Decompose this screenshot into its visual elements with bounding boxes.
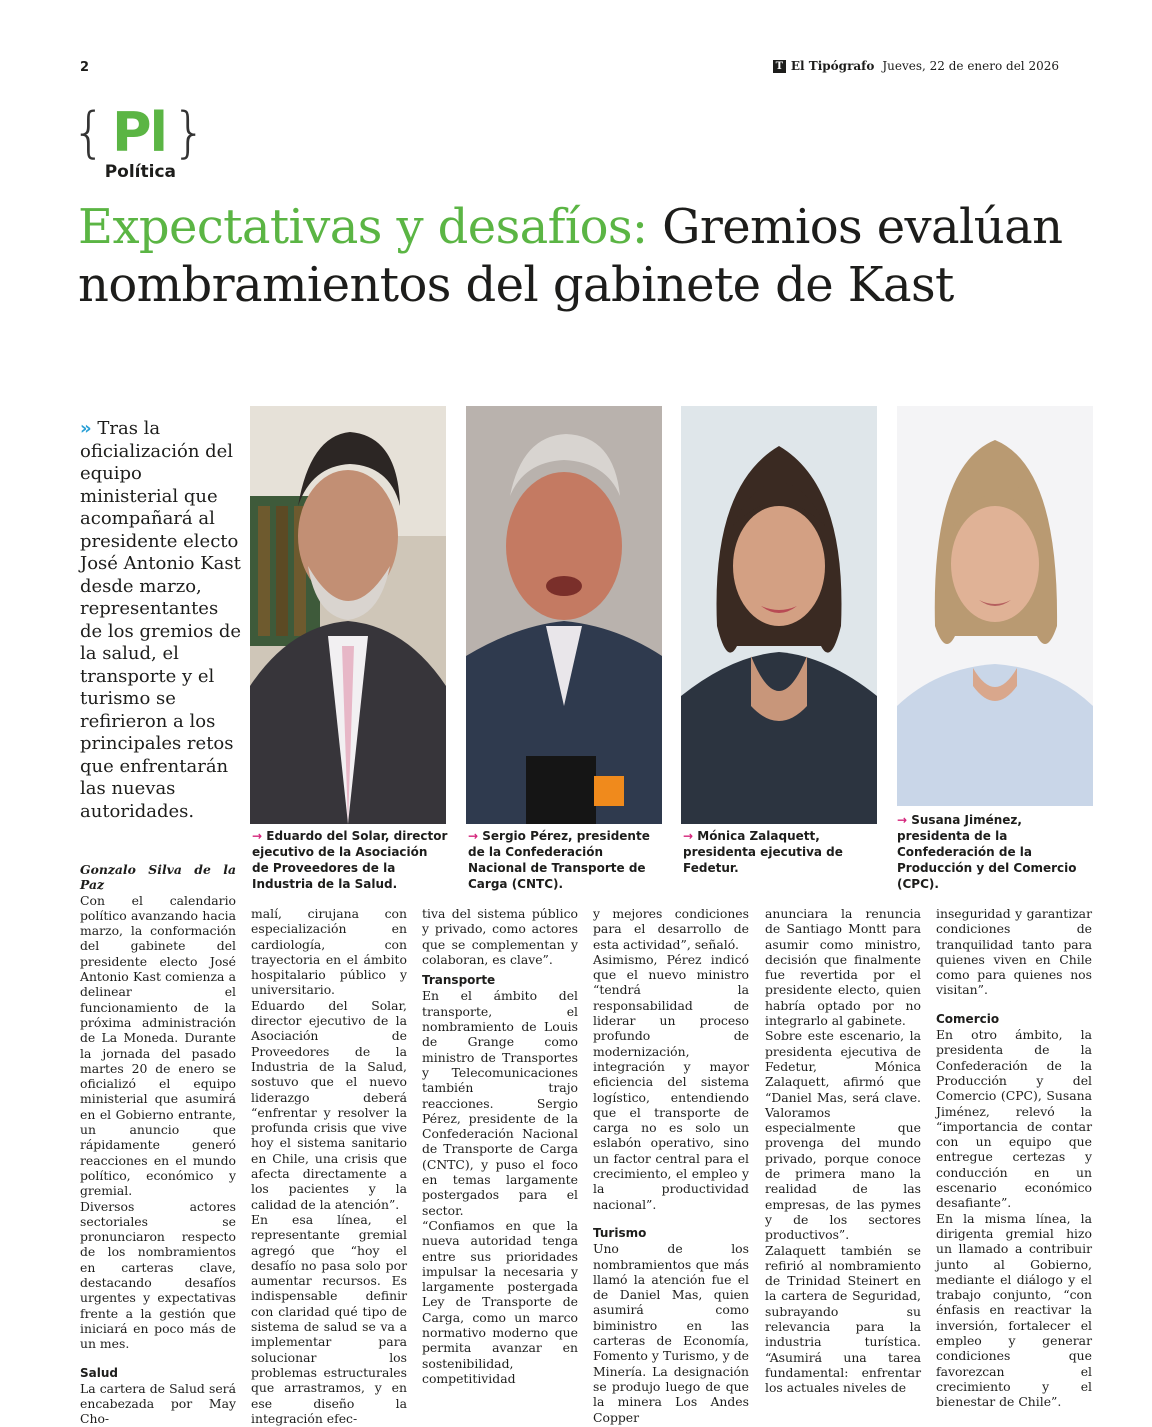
intro-text: Tras la oficialización del equipo ministerial que acompañará al presidente electo José Antonio Kast desde marzo, representantes de los gremios de la salud, el transporte y el turismo se refirieron a los principales retos que enfrentarán las nuevas autoridades.: [80, 418, 242, 822]
paragraph: Con el calendario político avanzando hacia marzo, la conformación del gabinete del presidente electo José Antonio Kast comienza a delinear el funcionamiento de la próxima administración de La Moneda. Durante la jornada del pasado martes 20 de enero se oficializó el equipo ministerial que asumirá en el Gobierno entrante, un anuncio que rápidamente generó reacciones en el mundo político, económico y gremial.: [80, 892, 236, 1199]
section-monogram: [71, 100, 207, 166]
paragraph: tiva del sistema público y privado, como actores que se complementan y colaboran, es clave”.: [422, 906, 578, 967]
article-column-2: [251, 906, 407, 1426]
paragraph: malí, cirujana con especialización en cardiología, con trayectoria en el ámbito hospitalario público y universitario.: [251, 906, 407, 998]
photo-eduardo-del-solar: [250, 406, 446, 824]
issue-date: Jueves, 22 de enero del 2026: [882, 59, 1059, 73]
paragraph: anunciara la renuncia de Santiago Montt para asumir como ministro, decisión que finalmente fue revertida por el presidente electo, quien habría optado por no integrarlo al gabinete.: [765, 906, 921, 1029]
masthead: [773, 59, 1059, 73]
subhead-comercio: Comercio: [936, 1011, 1000, 1026]
brace-open: {: [71, 101, 106, 164]
arrow-right-icon: →: [897, 813, 908, 827]
chevron-right-icon: »: [80, 418, 92, 439]
paragraph: Uno de los nombramientos que más llamó la atención fue el de Daniel Mas, quien asumirá como biministro en las carteras de Economía, Fomento y Turismo, y de Minería. La designación se produjo luego de que la minera Los Andes Copper: [593, 1241, 749, 1425]
headline-rest: Gremios evalúan nombramientos del gabinete de Kast: [78, 199, 1063, 313]
section-name: Política: [104, 162, 176, 182]
caption-text: Mónica Zalaquett, presidenta ejecutiva de Fedetur.: [683, 829, 843, 875]
photo-susana-jimenez: [897, 406, 1093, 806]
paragraph: “Confiamos en que la nueva autoridad tenga entre sus prioridades impulsar la necesaria y largamente postergada Ley de Transporte de Carga, como un marco normativo moderno que permita avanzar en sostenibilidad, competitividad: [422, 1217, 578, 1386]
photo-caption: [897, 812, 1093, 892]
subhead-turismo: Turismo: [593, 1225, 647, 1240]
section-badge: [71, 100, 207, 182]
paragraph: inseguridad y garantizar condiciones de tranquilidad tanto para quienes viven en Chile como para quienes nos visitan”.: [936, 906, 1092, 998]
arrow-right-icon: →: [683, 829, 694, 843]
intro-summary: [80, 418, 245, 823]
article-column-1: [80, 862, 236, 1427]
photo-sergio-perez: [466, 406, 662, 824]
headline: [78, 198, 1098, 314]
photo-monica-zalaquett: [681, 406, 877, 824]
section-abbr: Pl: [111, 101, 167, 164]
paragraph: Zalaquett también se refirió al nombramiento de Trinidad Steinert en la cartera de Seguridad, subrayando su relevancia para la industria turística. “Asumirá una tarea fundamental: enfrentar los actuales niveles de: [765, 1242, 921, 1396]
paragraph: En otro ámbito, la presidenta de la Confederación de la Producción y del Comercio (CPC), Susana Jiménez, relevó la “importancia de contar con un equipo que entregue certezas y conducción en un escenario económico desafiante”.: [936, 1027, 1092, 1211]
paragraph: La cartera de Salud será encabezada por May Cho-: [80, 1380, 236, 1427]
photo-caption: [468, 828, 664, 892]
paragraph: Diversos actores sectoriales se pronunciaron respecto de los nombramientos en carteras clave, destacando desafíos urgentes y expectativas frente a la gestión que iniciará en poco más de un mes.: [80, 1198, 236, 1352]
photo-caption: [252, 828, 448, 892]
subhead-salud: Salud: [80, 1365, 118, 1380]
photo-caption: [683, 828, 879, 876]
paragraph: Sobre este escenario, la presidenta ejecutiva de Fedetur, Mónica Zalaquett, afirmó que “Daniel Mas, será clave. Valoramos especialmente que provenga del mundo privado, porque conoce de primera mano la realidad de las empresas, de las pymes y de los sectores productivos”.: [765, 1028, 921, 1243]
paragraph: Eduardo del Solar, director ejecutivo de la Asociación de Proveedores de la Industria de la Salud, sostuvo que el nuevo liderazgo deberá “enfrentar y resolver la profunda crisis que vive hoy el sistema sanitario en Chile, una crisis que afecta directamente a los pacientes y la calidad de la atención”.: [251, 997, 407, 1212]
paragraph: En el ámbito del transporte, el nombramiento de Louis de Grange como ministro de Transportes y Telecomunicaciones también trajo reacciones. Sergio Pérez, presidente de la Confederación Nacional de Transporte de Carga (CNTC), y puso el foco en temas largamente postergados para el sector.: [422, 988, 578, 1218]
paragraph: En esa línea, el representante gremial agregó que “hoy el desafío no pasa solo por aumentar recursos. Es indispensable definir con claridad qué tipo de sistema de salud se va a implementar para solucionar los problemas estructurales que arrastramos, y en ese diseño la integración efec-: [251, 1211, 407, 1426]
newspaper-name: El Tipógrafo: [790, 59, 875, 73]
newspaper-logo-icon: T: [773, 60, 786, 73]
caption-text: Sergio Pérez, presidente de la Confederación Nacional de Transporte de Carga (CNTC).: [468, 829, 650, 891]
arrow-right-icon: →: [468, 829, 479, 843]
caption-text: Susana Jiménez, presidenta de la Confederación de la Producción y del Comercio (CPC).: [897, 813, 1077, 891]
brace-close: }: [172, 101, 207, 164]
paragraph: En la misma línea, la dirigenta gremial hizo un llamado a contribuir junto al Gobierno, mediante el diálogo y el trabajo conjunto, “con énfasis en reactivar la inversión, fortalecer el empleo y generar condiciones que favorezcan el crecimiento y el bienestar de Chile”.: [936, 1210, 1092, 1410]
article-column-5: [765, 906, 921, 1396]
article-column-6: [936, 906, 1092, 1410]
paragraph: Asimismo, Pérez indicó que el nuevo ministro “tendrá la responsabilidad de liderar un proceso profundo de modernización, integración y mayor eficiencia del sistema logístico, entendiendo que el transporte de carga no es solo un eslabón operativo, sino un factor central para el crecimiento, el empleo y la productividad nacional”.: [593, 951, 749, 1212]
subhead-transporte: Transporte: [422, 973, 496, 988]
headline-lead: Expectativas y desafíos:: [78, 199, 648, 255]
arrow-right-icon: →: [252, 829, 263, 843]
article-column-3: [422, 906, 578, 1386]
page-number: 2: [80, 60, 90, 75]
article-column-4: [593, 906, 749, 1425]
paragraph: y mejores condiciones para el desarrollo de esta actividad”, señaló.: [593, 906, 749, 952]
byline: Gonzalo Silva de la Paz: [80, 862, 236, 893]
caption-text: Eduardo del Solar, director ejecutivo de la Asociación de Proveedores de la Industria de la Salud.: [252, 829, 448, 891]
